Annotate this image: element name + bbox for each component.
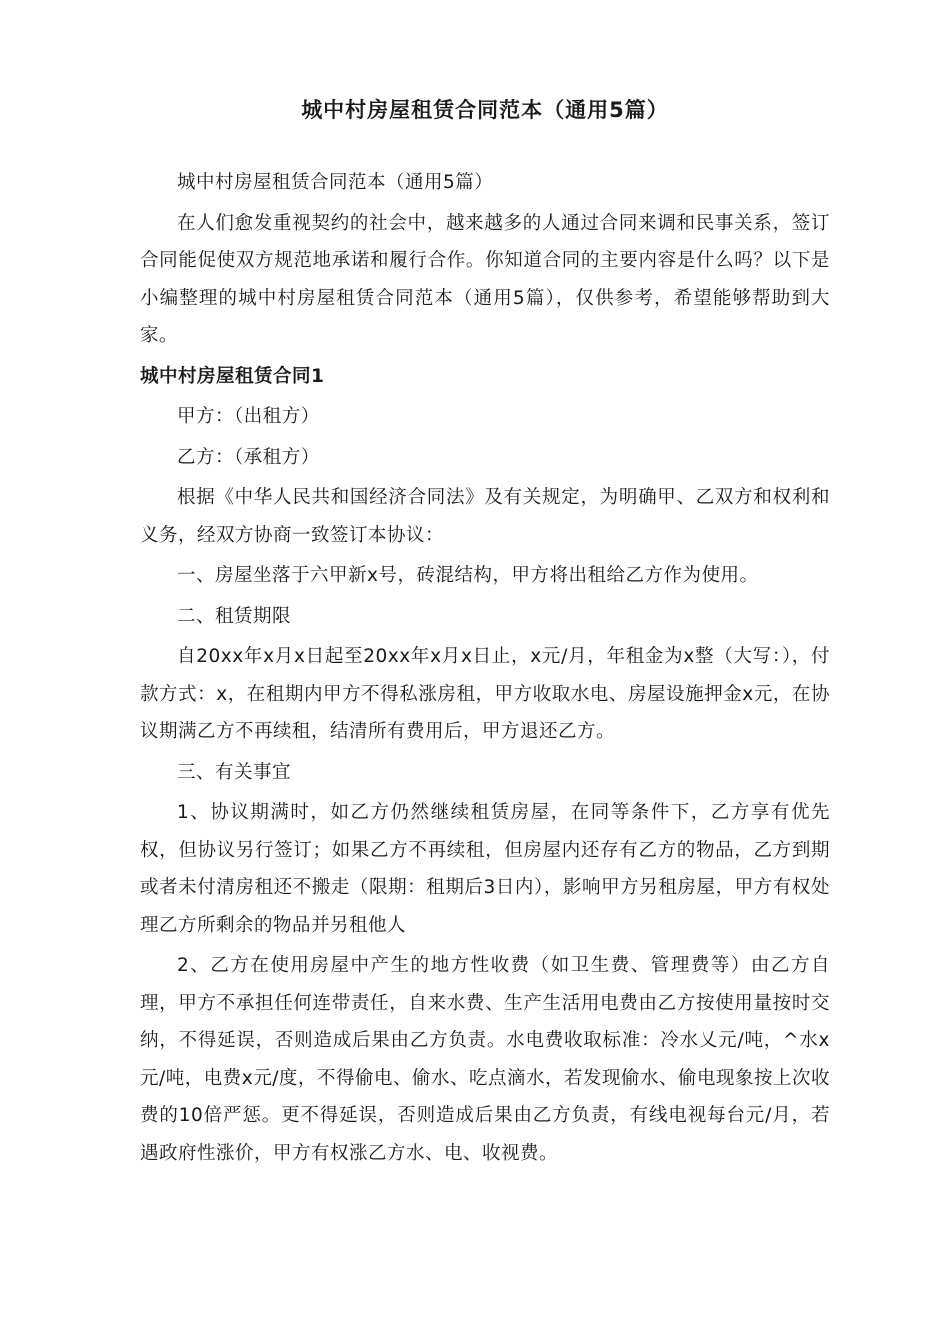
section-heading: 城中村房屋租赁合同1 <box>140 365 325 387</box>
party-b-line: 乙方：（承租方） <box>177 446 320 468</box>
clause-1-paragraph: 一、房屋坐落于六甲新x号，砖混结构，甲方将出租给乙方作为使用。 <box>177 565 759 586</box>
item-2-paragraph: 2、乙方在使用房屋中产生的地方性收费（如卫生费、管理费等）由乙方自理，甲方不承担任何连带责任，自来水费、生产生活用电费由乙方按使用量按时交纳，不得延误，否则造成后果由乙方负责。水电费收取标准：冷水乂元/吨，^水x元/吨，电费x元/度，不得偷电、偷水、吃点滴水，若发现偷水、偷电现象按上次收费的10倍严惩。更不得延误，否则造成后果由乙方负责，有线电视每台元/月，若遇政府性涨价，甲方有权涨乙方水、电、收视费。 <box>140 955 830 1164</box>
lease-term-paragraph: 自20xx年x月x日起至20xx年x月x日止，x元/月，年租金为x整（大写：），付款方式：x，在租期内甲方不得私涨房租，甲方收取水电、房屋设施押金x元，在协议期满乙方不再续租，结清所有费用后，甲方退还乙方。 <box>140 646 830 742</box>
legal-basis-paragraph: 根据《中华人民共和国经济合同法》及有关规定，为明确甲、乙双方和权利和义务，经双方协商一致签订本协议： <box>140 487 830 546</box>
item-1-paragraph: 1、协议期满时，如乙方仍然继续租赁房屋，在同等条件下，乙方享有优先权，但协议另行签订；如果乙方不再续租，但房屋内还存有乙方的物品，乙方到期或者未付清房租还不搬走（限期：租期后3日内），影响甲方另租房屋，甲方有权处理乙方所剩余的物品并另租他人 <box>140 802 830 936</box>
subtitle-paragraph: 城中村房屋租赁合同范本（通用5篇） <box>177 172 494 193</box>
intro-paragraph: 在人们愈发重视契约的社会中，越来越多的人通过合同来调和民事关系，签订合同能促使双方规范地承诺和履行合作。你知道合同的主要内容是什么吗？以下是小编整理的城中村房屋租赁合同范本（通用5篇），仅供参考，希望能够帮助到大家。 <box>140 212 830 346</box>
document-title: 城中村房屋租赁合同范本（通用5篇） <box>301 98 669 122</box>
clause-3-heading: 三、有关事宜 <box>177 761 292 783</box>
document-page <box>140 92 830 1175</box>
clause-2-heading: 二、租赁期限 <box>177 605 292 627</box>
party-a-line: 甲方：（出租方） <box>177 406 320 427</box>
